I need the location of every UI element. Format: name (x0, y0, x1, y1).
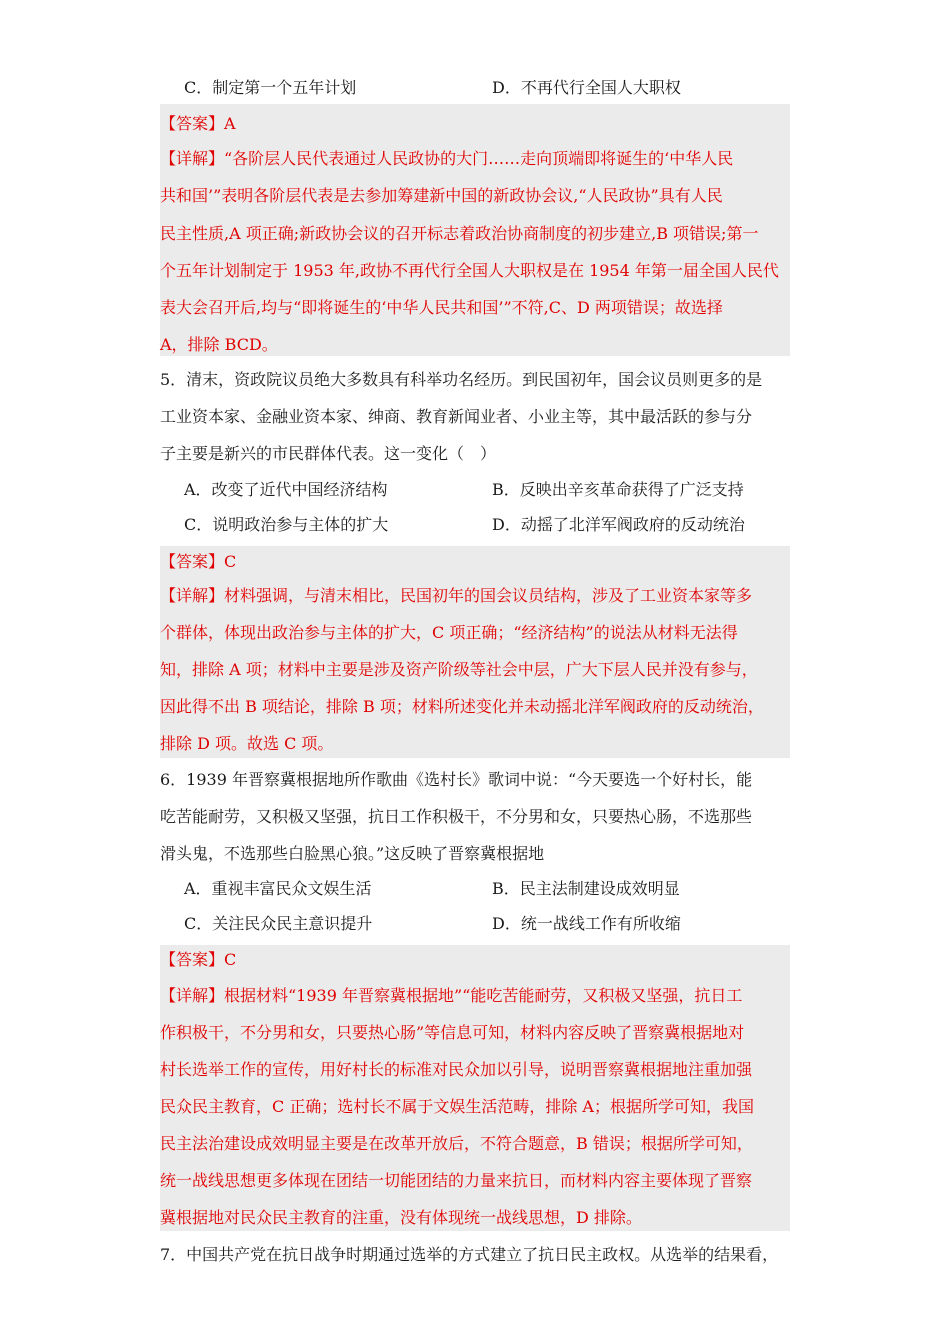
q6-detail-line: 冀根据地对民众民主教育的注重，没有体现统一战线思想，D 排除。 (160, 1208, 642, 1227)
q4-answer-box (160, 104, 790, 356)
q6-option-c: C．关注民众民主意识提升 (184, 914, 373, 933)
q5-option-d: D．动摇了北洋军阀政府的反动统治 (492, 515, 745, 534)
q5-detail-line: 因此得不出 B 项结论，排除 B 项；材料所述变化并未动摇北洋军阀政府的反动统治， (160, 697, 764, 716)
q5-options-row-cd (160, 510, 800, 540)
q4-detail-line: 表大会召开后,均与“即将诞生的‘中华人民共和国’”不符,C、D 两项错误；故选择 (160, 298, 723, 317)
q6-answer: 【答案】C (160, 950, 237, 969)
q4-detail-line: 共和国’”表明各阶层代表是去参加筹建新中国的新政协会议,“人民政协”具有人民 (160, 186, 723, 205)
q6-stem-line: 6．1939 年晋察冀根据地所作歌曲《选村长》歌词中说：“今天要选一个好村长，能 (160, 770, 753, 789)
q5-detail-line: 个群体，体现出政治参与主体的扩大，C 项正确；“经济结构”的说法从材料无法得 (160, 623, 738, 642)
q5-detail-line: 知，排除 A 项；材料中主要是涉及资产阶级等社会中层，广大下层人民并没有参与， (160, 660, 758, 679)
q5-options-row-ab (160, 475, 800, 505)
q6-option-b: B．民主法制建设成效明显 (492, 879, 680, 898)
q5-answer-box (160, 546, 790, 758)
q5-stem-line: 子主要是新兴的市民群体代表。这一变化（ ） (160, 444, 497, 463)
q4-detail-line: 民主性质,A 项正确;新政协会议的召开标志着政治协商制度的初步建立,B 项错误;第一 (160, 224, 759, 243)
q7-stem-line: 7．中国共产党在抗日战争时期通过选举的方式建立了抗日民主政权。从选举的结果看， (160, 1245, 779, 1264)
q4-answer: 【答案】A (160, 114, 236, 133)
q6-answer-box (160, 945, 790, 1231)
q5-detail-line: 排除 D 项。故选 C 项。 (160, 734, 334, 753)
q5-detail-line: 【详解】材料强调，与清末相比，民国初年的国会议员结构，涉及了工业资本家等多 (160, 586, 753, 605)
q6-detail-line: 【详解】根据材料“1939 年晋察冀根据地”“能吃苦能耐劳，又积极又坚强，抗日工 (160, 986, 743, 1005)
q6-detail-line: 民众民主教育，C 正确；选村长不属于文娱生活范畴，排除 A；根据所学可知，我国 (160, 1097, 754, 1116)
q4-options-row-cd (160, 73, 800, 103)
q6-detail-line: 民主法治建设成效明显主要是在改革开放后，不符合题意，B 错误；根据所学可知， (160, 1134, 753, 1153)
q4-detail-line: 【详解】“各阶层人民代表通过人民政协的大门……走向顶端即将诞生的‘中华人民 (160, 149, 734, 168)
q6-option-d: D．统一战线工作有所收缩 (492, 914, 681, 933)
q5-stem-line: 5．清末，资政院议员绝大多数具有科举功名经历。到民国初年，国会议员则更多的是 (160, 370, 763, 389)
q4-option-d: D．不再代行全国人大职权 (492, 78, 681, 97)
q5-option-b: B．反映出辛亥革命获得了广泛支持 (492, 480, 744, 499)
q6-options-row-ab (160, 874, 800, 904)
q5-stem-line: 工业资本家、金融业资本家、绅商、教育新闻业者、小业主等，其中最活跃的参与分 (160, 407, 753, 426)
q5-option-c: C．说明政治参与主体的扩大 (184, 515, 389, 534)
q4-option-c: C．制定第一个五年计划 (184, 78, 357, 97)
q6-detail-line: 统一战线思想更多体现在团结一切能团结的力量来抗日，而材料内容主要体现了晋察 (160, 1171, 753, 1190)
q4-detail-line: A，排除 BCD。 (160, 335, 278, 354)
q5-answer: 【答案】C (160, 552, 237, 571)
q6-option-a: A．重视丰富民众文娱生活 (184, 879, 372, 898)
q5-option-a: A．改变了近代中国经济结构 (184, 480, 388, 499)
q4-detail-line: 个五年计划制定于 1953 年,政协不再代行全国人大职权是在 1954 年第一届全国人民代 (160, 261, 779, 280)
q6-stem-line: 滑头鬼，不选那些白脸黑心狼。”这反映了晋察冀根据地 (160, 844, 545, 863)
q6-stem-line: 吃苦能耐劳，又积极又坚强，抗日工作积极干，不分男和女，只要热心肠，不选那些 (160, 807, 753, 826)
q6-options-row-cd (160, 909, 800, 939)
q6-detail-line: 作积极干，不分男和女，只要热心肠”等信息可知，材料内容反映了晋察冀根据地对 (160, 1023, 745, 1042)
q6-detail-line: 村长选举工作的宣传，用好村长的标准对民众加以引导，说明晋察冀根据地注重加强 (160, 1060, 753, 1079)
